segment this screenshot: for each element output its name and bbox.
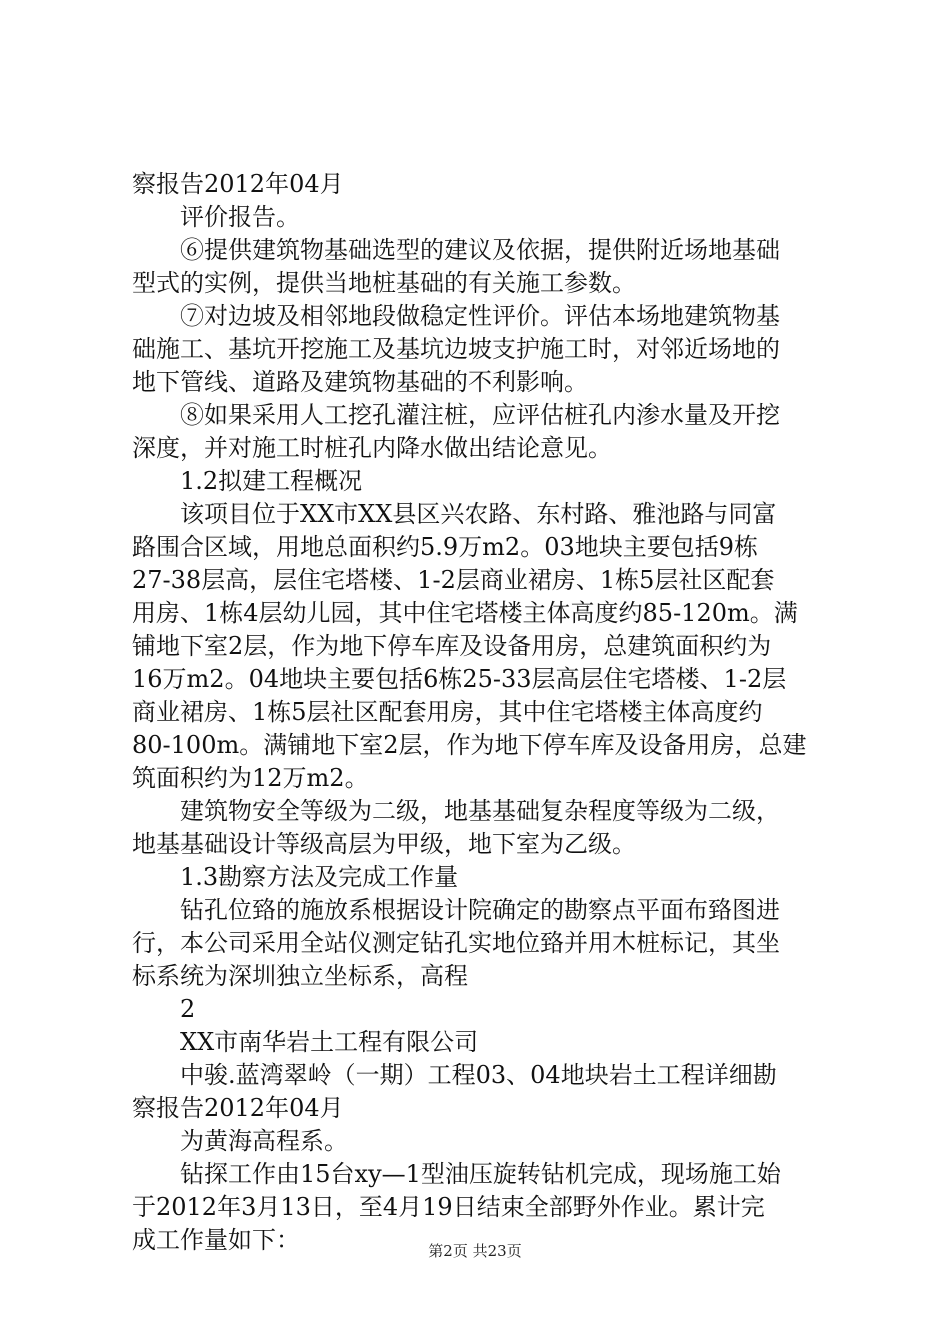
text-line: 路围合区域，用地总面积约5.9万m2。03地块主要包括9栋 — [132, 533, 759, 561]
text-line: 行，本公司采用全站仪测定钻孔实地位臵并用木桩标记，其坐 — [132, 929, 780, 957]
text-line: 钻孔位臵的施放系根据设计院确定的勘察点平面布臵图进 — [180, 896, 780, 924]
text-line: ⑥提供建筑物基础选型的建议及依据，提供附近场地基础 — [180, 236, 780, 264]
company-name: XX市南华岩土工程有限公司 — [180, 1028, 479, 1056]
text-line: 成工作量如下： — [132, 1226, 300, 1254]
text-line: 地基基础设计等级高层为甲级，地下室为乙级。 — [132, 830, 636, 858]
text-line: 建筑物安全等级为二级，地基基础复杂程度等级为二级， — [180, 797, 780, 825]
section-heading: 1.2拟建工程概况 — [180, 467, 363, 495]
page-footer: 第2页 共23页 — [428, 1242, 522, 1260]
text-line: 筑面积约为12万m2。 — [132, 764, 369, 792]
text-line: 察报告2012年04月 — [132, 170, 344, 198]
running-header: 中骏.蓝湾翠岭（一期）工程03、04地块岩土工程详细勘 — [180, 1061, 777, 1089]
inline-page-number: 2 — [180, 995, 196, 1023]
text-line: 为黄海高程系。 — [180, 1127, 348, 1155]
text-line: 用房、1栋4层幼儿园，其中住宅塔楼主体高度约85-120m。满 — [132, 599, 798, 627]
text-line: 深度，并对施工时桩孔内降水做出结论意见。 — [132, 434, 612, 462]
section-heading: 1.3勘察方法及完成工作量 — [180, 863, 459, 891]
text-line: ⑦对边坡及相邻地段做稳定性评价。评估本场地建筑物基 — [180, 302, 780, 330]
text-line: 型式的实例，提供当地桩基础的有关施工参数。 — [132, 269, 636, 297]
text-line: 评价报告。 — [180, 203, 300, 231]
text-line: 钻探工作由15台xy—1型油压旋转钻机完成，现场施工始 — [180, 1160, 781, 1188]
text-line: 80-100m。满铺地下室2层，作为地下停车库及设备用房，总建 — [132, 731, 807, 759]
text-line: 该项目位于XX市XX县区兴农路、东村路、雅池路与同富 — [180, 500, 777, 528]
text-line: 商业裙房、1栋5层社区配套用房，其中住宅塔楼主体高度约 — [132, 698, 763, 726]
text-line: 27-38层高，层住宅塔楼、1-2层商业裙房、1栋5层社区配套 — [132, 566, 775, 594]
text-line: 铺地下室2层，作为地下停车库及设备用房，总建筑面积约为 — [132, 632, 772, 660]
running-header: 察报告2012年04月 — [132, 1094, 344, 1122]
text-line: ⑧如果采用人工挖孔灌注桩，应评估桩孔内渗水量及开挖 — [180, 401, 780, 429]
text-line: 标系统为深圳独立坐标系，高程 — [132, 962, 468, 990]
text-line: 于2012年3月13日，至4月19日结束全部野外作业。累计完 — [132, 1193, 765, 1221]
text-line: 地下管线、道路及建筑物基础的不利影响。 — [132, 368, 588, 396]
text-line: 础施工、基坑开挖施工及基坑边坡支护施工时，对邻近场地的 — [132, 335, 780, 363]
text-line: 16万m2。04地块主要包括6栋25-33层高层住宅塔楼、1-2层 — [132, 665, 787, 693]
